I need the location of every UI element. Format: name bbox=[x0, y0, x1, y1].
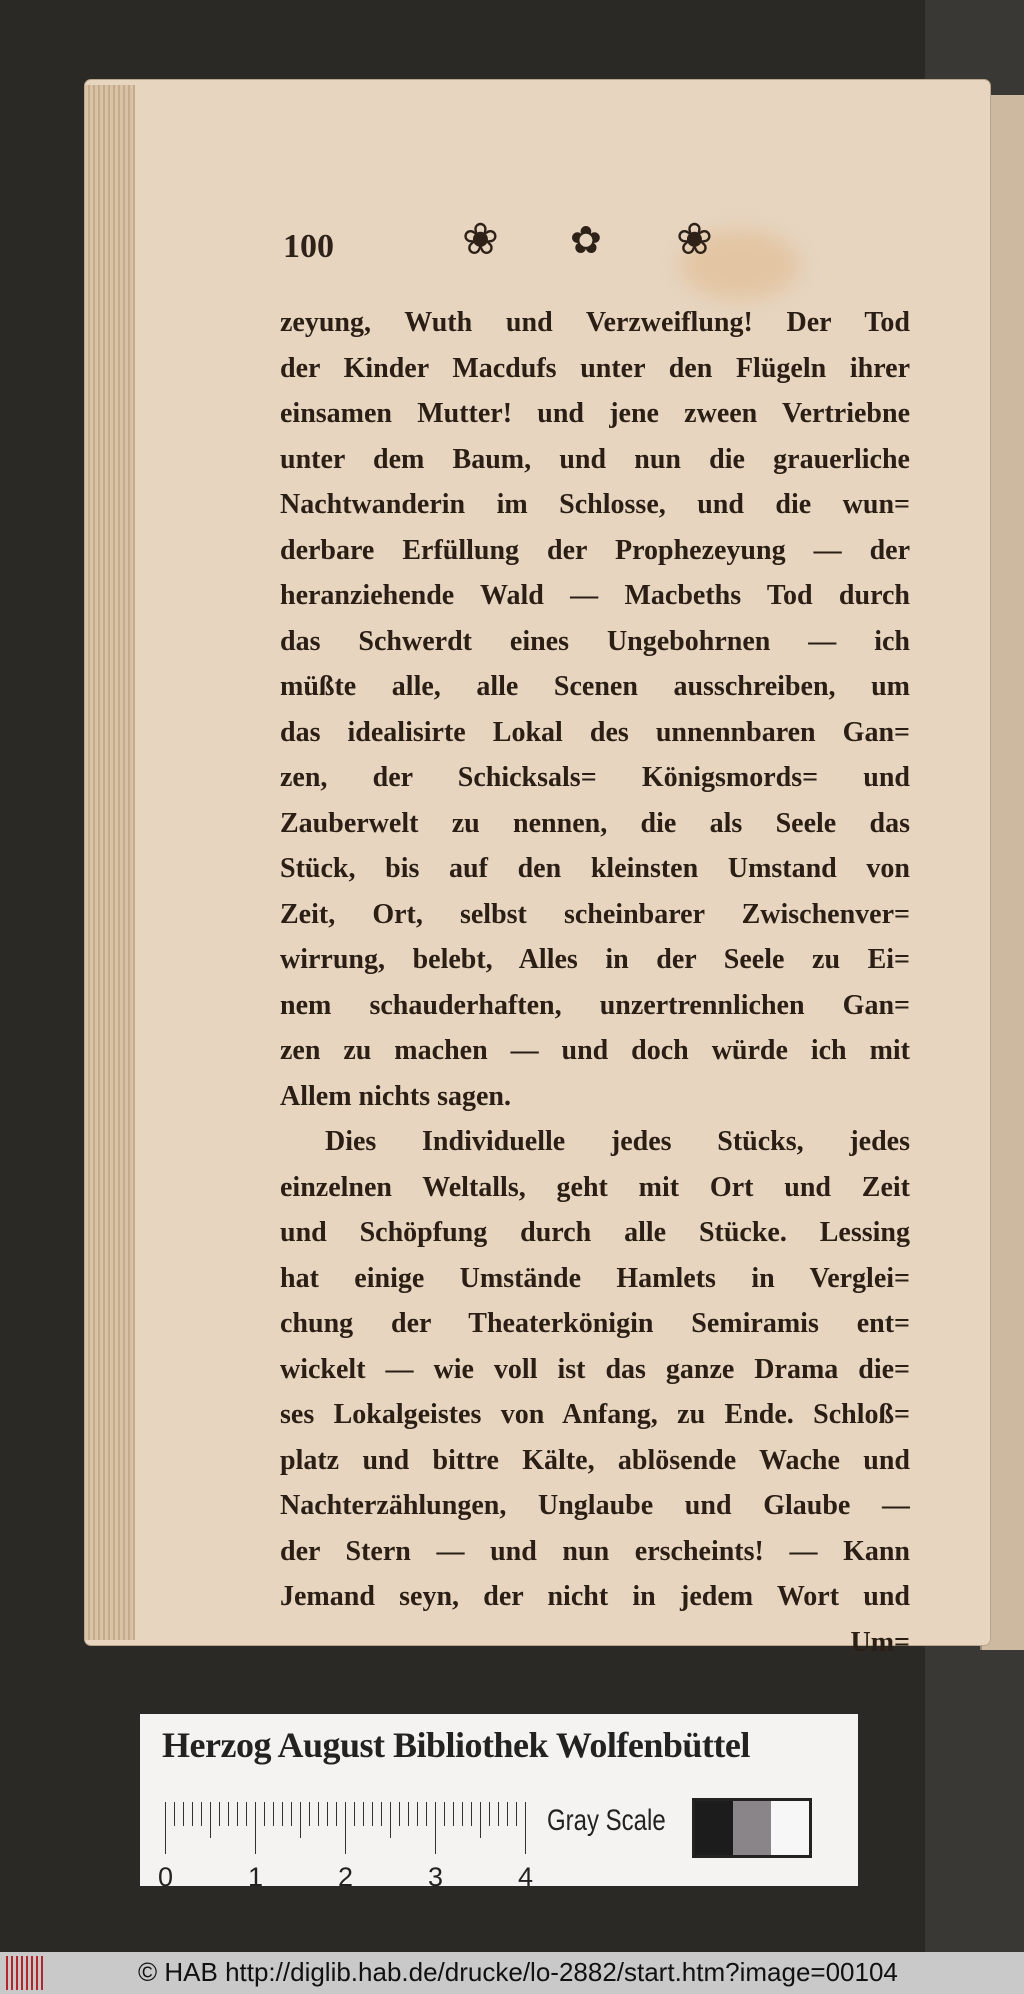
ornament-icon: ❀ bbox=[462, 215, 499, 264]
text-line: heranziehende Wald — Macbeths Tod durch bbox=[280, 580, 910, 611]
ruler-tick bbox=[435, 1802, 436, 1854]
text-line: das idealisirte Lokal des unnennbaren Gan= bbox=[280, 716, 910, 748]
library-scale-card bbox=[140, 1714, 858, 1892]
library-name: Herzog August Bibliothek Wolfenbüttel bbox=[162, 1725, 750, 1765]
ruler-tick bbox=[498, 1802, 499, 1826]
text-line: Dies Individuelle jedes Stücks, jedes bbox=[325, 1126, 910, 1157]
ruler-tick bbox=[417, 1802, 418, 1826]
gray-scale-swatches bbox=[692, 1798, 812, 1858]
ruler-tick bbox=[399, 1802, 400, 1826]
ruler-tick bbox=[336, 1802, 337, 1826]
ruler-tick bbox=[264, 1802, 265, 1826]
text-line: unter dem Baum, und nun die grauerliche bbox=[280, 443, 910, 475]
ruler-tick bbox=[246, 1802, 247, 1826]
ruler-tick bbox=[489, 1802, 490, 1826]
ornament-icon: ✿ bbox=[570, 220, 602, 262]
text-line: einsamen Mutter! und jene zween Vertriebne bbox=[280, 398, 910, 429]
page-number: 100 bbox=[283, 228, 334, 265]
ruler-tick bbox=[426, 1802, 427, 1826]
text-line: platz und bittre Kälte, ablösende Wache und bbox=[280, 1444, 910, 1476]
text-line: Allem nichts sagen. bbox=[280, 1080, 511, 1112]
text-line: zen, der Schicksals= Königsmords= und bbox=[280, 762, 910, 793]
text-line: der Kinder Macdufs unter den Flügeln ihrer bbox=[280, 352, 910, 384]
text-line: wirrung, belebt, Alles in der Seele zu Ei= bbox=[280, 944, 910, 975]
hab-logo-icon bbox=[6, 1956, 44, 1990]
ruler-tick bbox=[273, 1802, 274, 1826]
text-line: einzelnen Weltalls, geht mit Ort und Zeit bbox=[280, 1171, 910, 1203]
ruler-tick bbox=[525, 1802, 526, 1854]
ruler-tick bbox=[363, 1802, 364, 1826]
footer-bar bbox=[0, 1952, 1024, 1994]
ornament-icon: ❀ bbox=[676, 215, 713, 264]
ruler-tick bbox=[228, 1802, 229, 1826]
ruler-tick bbox=[462, 1802, 463, 1826]
text-line: müßte alle, alle Scenen ausschreiben, um bbox=[280, 671, 910, 702]
text-line: derbare Erfüllung der Prophezeyung — der bbox=[280, 534, 910, 566]
page-text bbox=[280, 300, 910, 1665]
ruler-tick bbox=[516, 1802, 517, 1826]
gray-swatch bbox=[771, 1801, 809, 1855]
text-line: und Schöpfung durch alle Stücke. Lessing bbox=[280, 1217, 910, 1248]
text-line: Nachterzählungen, Unglaube und Glaube — bbox=[280, 1490, 910, 1521]
text-line: Zauberwelt zu nennen, die als Seele das bbox=[280, 807, 910, 839]
text-line: zen zu machen — und doch würde ich mit bbox=[280, 1035, 910, 1066]
ruler-tick bbox=[453, 1802, 454, 1826]
ruler-tick bbox=[318, 1802, 319, 1826]
ruler-tick bbox=[219, 1802, 220, 1826]
copyright-url[interactable]: © HAB http://diglib.hab.de/drucke/lo-2882/start.htm?image=00104 bbox=[138, 1957, 898, 1987]
ruler-number: 0 bbox=[158, 1862, 174, 1892]
ruler-number: 4 bbox=[518, 1862, 534, 1892]
ruler-tick bbox=[237, 1802, 238, 1826]
ruler-tick bbox=[174, 1802, 175, 1826]
ruler-tick bbox=[327, 1802, 328, 1826]
ruler-tick bbox=[381, 1802, 382, 1826]
ruler-tick bbox=[372, 1802, 373, 1826]
ruler-tick bbox=[309, 1802, 310, 1826]
ruler-tick bbox=[255, 1802, 256, 1854]
ruler-tick bbox=[471, 1802, 472, 1826]
ruler-tick bbox=[444, 1802, 445, 1826]
page-edges bbox=[85, 85, 135, 1640]
text-line: ses Lokalgeistes von Anfang, zu Ende. Schloß= bbox=[280, 1399, 910, 1430]
ruler-tick bbox=[507, 1802, 508, 1826]
gray-swatch bbox=[695, 1801, 733, 1855]
ruler-tick bbox=[183, 1802, 184, 1826]
text-line: das Schwerdt eines Ungebohrnen — ich bbox=[280, 625, 910, 657]
ruler-tick bbox=[480, 1802, 481, 1838]
text-line: hat einige Umstände Hamlets in Verglei= bbox=[280, 1262, 910, 1294]
text-line: wickelt — wie voll ist das ganze Drama die= bbox=[280, 1353, 910, 1385]
text-line: Jemand seyn, der nicht in jedem Wort und bbox=[280, 1581, 910, 1612]
ruler-tick bbox=[291, 1802, 292, 1826]
ruler-number: 1 bbox=[248, 1862, 264, 1892]
ruler-tick bbox=[408, 1802, 409, 1826]
text-line: chung der Theaterkönigin Semiramis ent= bbox=[280, 1308, 910, 1339]
text-line: Nachtwanderin im Schlosse, und die wun= bbox=[280, 489, 910, 520]
ruler-tick bbox=[390, 1802, 391, 1838]
ruler-number: 3 bbox=[428, 1862, 444, 1892]
ruler-tick bbox=[165, 1802, 166, 1854]
ruler-number: 2 bbox=[338, 1862, 354, 1892]
ruler-tick bbox=[354, 1802, 355, 1826]
ruler-tick bbox=[300, 1802, 301, 1838]
text-line: der Stern — und nun erscheints! — Kann bbox=[280, 1535, 910, 1567]
ruler-tick bbox=[192, 1802, 193, 1826]
ruler-tick bbox=[201, 1802, 202, 1826]
text-line: nem schauderhaften, unzertrennlichen Gan= bbox=[280, 989, 910, 1021]
text-line: Zeit, Ort, selbst scheinbarer Zwischenver= bbox=[280, 898, 910, 930]
ruler-tick bbox=[345, 1802, 346, 1854]
text-line: Stück, bis auf den kleinsten Umstand von bbox=[280, 853, 910, 884]
text-line: zeyung, Wuth und Verzweiflung! Der Tod bbox=[280, 307, 910, 338]
ruler-tick bbox=[210, 1802, 211, 1838]
ruler-tick bbox=[282, 1802, 283, 1826]
gray-swatch bbox=[733, 1801, 771, 1855]
catchword: Um= bbox=[850, 1626, 910, 1658]
gray-scale-label: Gray Scale bbox=[547, 1804, 666, 1837]
ruler bbox=[158, 1802, 535, 1892]
